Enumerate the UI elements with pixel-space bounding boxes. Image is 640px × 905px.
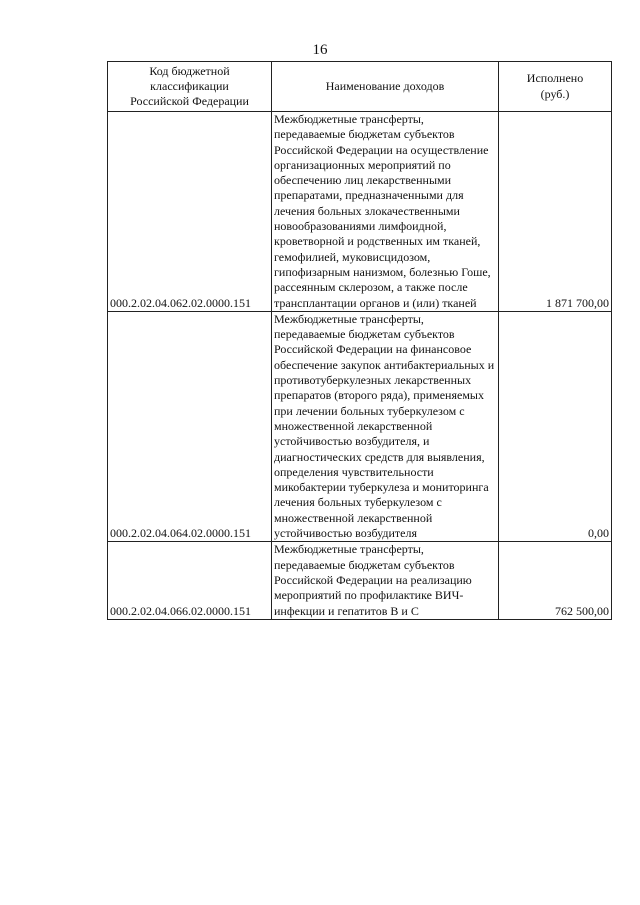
- header-amount: [499, 62, 612, 112]
- row-amount: 762 500,00: [499, 542, 612, 619]
- row-name: Межбюджетные трансферты, передаваемые бюджетам субъектов Российской Федерации на осуществление организационных мероприятий по обеспечению лиц лекарственными препаратами, предназначенными для лечения больных злокачественными новообразованиями лимфоидной, кроветворной и родственных им тканей, гемофилией, муковисцидозом, гипофизарным нанизмом, болезнью Гоше, рассеянным склерозом, а также после трансплантации органов и (или) тканей: [272, 112, 499, 312]
- header-code: [108, 62, 272, 112]
- row-amount: 1 871 700,00: [499, 112, 612, 312]
- table-row: [108, 311, 612, 541]
- row-code: 000.2.02.04.062.02.0000.151: [108, 112, 272, 312]
- header-code-line: Код бюджетной: [149, 63, 230, 78]
- income-table: [107, 61, 612, 620]
- row-name: Межбюджетные трансферты, передаваемые бюджетам субъектов Российской Федерации на реализацию мероприятий по профилактике ВИЧ-инфекции и гепатитов В и С: [272, 542, 499, 619]
- row-amount: 0,00: [499, 311, 612, 541]
- page-number: 16: [312, 42, 328, 58]
- header-code-line: классификации: [150, 78, 229, 93]
- table-row: [108, 542, 612, 619]
- row-name: Межбюджетные трансферты, передаваемые бюджетам субъектов Российской Федерации на финансовое обеспечение закупок антибактериальных и противотуберкулезных лекарственных препаратов (второго ряда), применяемых при лечении больных туберкулезом с множественной лекарственной устойчивостью возбудителя, и диагностических средств для выявления, определения чувствительности микобактерии туберкулеза и мониторинга лечения больных туберкулезом с множественной лекарственной устойчивостью возбудителя: [272, 311, 499, 541]
- row-code: 000.2.02.04.066.02.0000.151: [108, 542, 272, 619]
- row-code: 000.2.02.04.064.02.0000.151: [108, 311, 272, 541]
- table-row: [108, 112, 612, 312]
- header-name: [272, 62, 499, 112]
- header-name-line: Наименование доходов: [325, 78, 445, 93]
- header-code-line: Российской Федерации: [130, 94, 249, 109]
- header-amount-line: Исполнено: [526, 71, 584, 86]
- header-amount-line: (руб.): [540, 86, 570, 101]
- table-header-row: [108, 62, 612, 112]
